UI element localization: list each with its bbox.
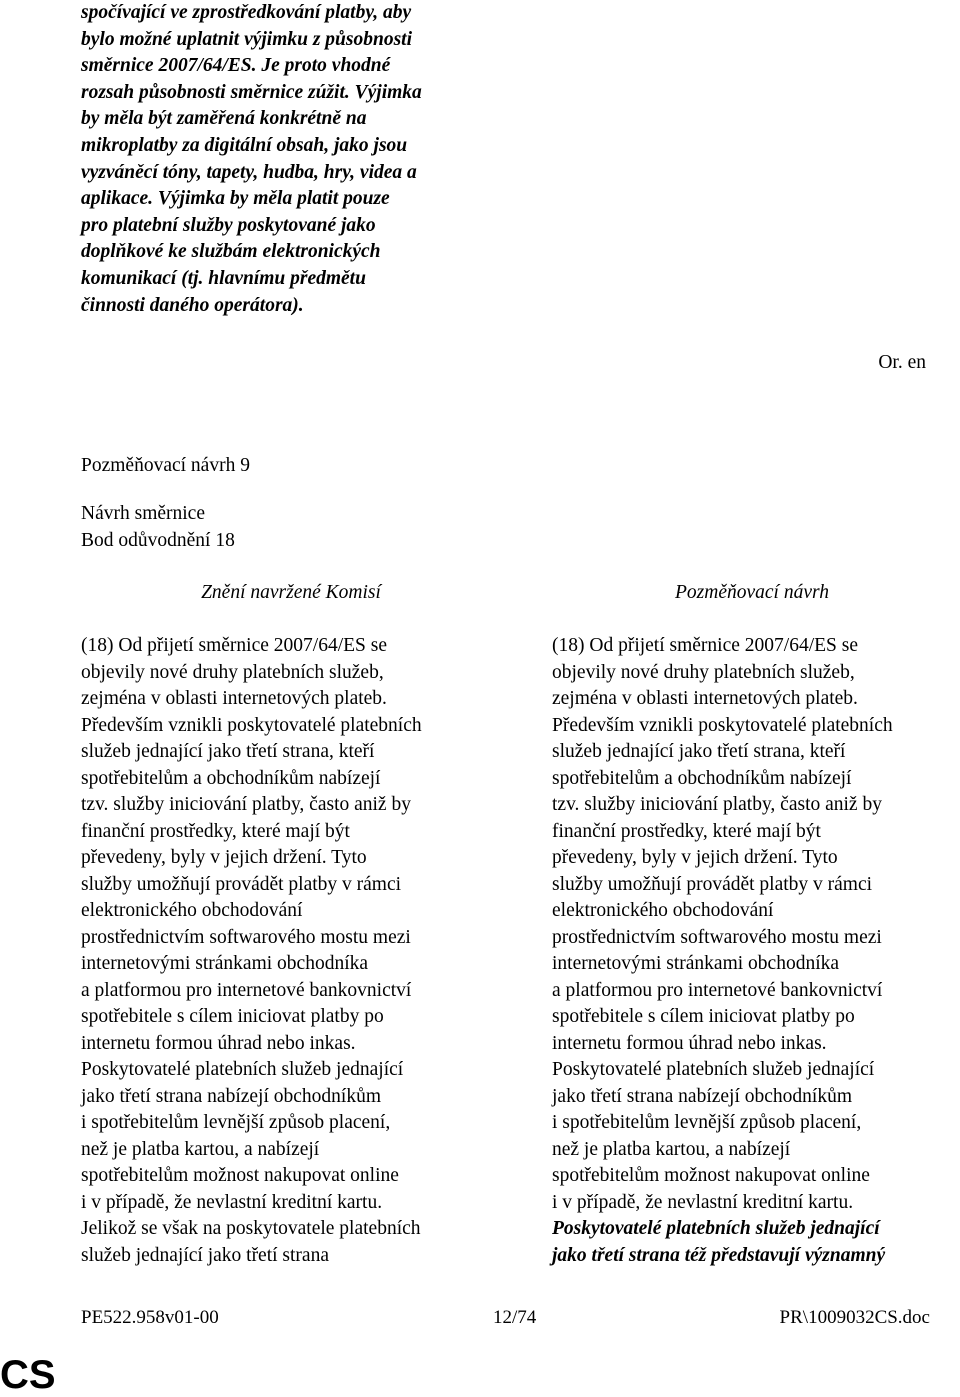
column-line: služeb jednající jako třetí strana, kteří bbox=[81, 741, 375, 762]
column-line: i spotřebitelům levnější způsob placení, bbox=[81, 1112, 391, 1133]
column-line: služeb jednající jako třetí strana, kteří bbox=[552, 741, 846, 762]
column-line: internetovými stránkami obchodníka bbox=[552, 953, 840, 974]
paragraph-line: komunikací (tj. hlavnímu předmětu bbox=[81, 267, 366, 289]
footer-page-number: 12/74 bbox=[493, 1307, 537, 1328]
paragraph-line: vyzváněcí tóny, tapety, hudba, hry, videa a bbox=[81, 161, 417, 183]
column-line: spotřebitelům a obchodníkům nabízejí bbox=[81, 767, 381, 789]
column-line: spotřebitele s cílem iniciovat platby po bbox=[552, 1006, 855, 1027]
language-code: CS bbox=[0, 1353, 56, 1397]
column-line: finanční prostředky, které mají být bbox=[81, 820, 350, 842]
column-line: než je platba kartou, a nabízejí bbox=[81, 1138, 320, 1160]
column-line: i spotřebitelům levnější způsob placení, bbox=[552, 1112, 862, 1133]
paragraph-line: by měla být zaměřená konkrétně na bbox=[81, 108, 367, 130]
amendment-column-header: Pozměňovací návrh bbox=[675, 582, 829, 603]
column-line: spotřebitelům a obchodníkům nabízejí bbox=[552, 767, 852, 789]
recital-heading: Bod odůvodnění 18 bbox=[81, 530, 235, 551]
column-line: internetu formou úhrad nebo inkas. bbox=[552, 1032, 827, 1054]
paragraph-line: bylo možné uplatnit výjimku z působnosti bbox=[81, 28, 413, 50]
column-line: elektronického obchodování bbox=[552, 900, 774, 921]
column-line: internetu formou úhrad nebo inkas. bbox=[81, 1032, 356, 1054]
column-line: prostřednictvím softwarového mostu mezi bbox=[552, 926, 882, 948]
column-line: zejména v oblasti internetových plateb. bbox=[552, 688, 858, 709]
column-line: Jelikož se však na poskytovatele platebních bbox=[81, 1218, 421, 1239]
column-line: objevily nové druhy platebních služeb, bbox=[81, 661, 384, 683]
paragraph-line: činnosti daného operátora). bbox=[81, 294, 304, 316]
column-line: a platformou pro internetové bankovnictví bbox=[81, 979, 412, 1001]
column-line: zejména v oblasti internetových plateb. bbox=[81, 688, 387, 709]
column-line: i v případě, že nevlastní kreditní kartu. bbox=[552, 1191, 854, 1213]
original-language-label: Or. en bbox=[878, 352, 926, 373]
column-line: finanční prostředky, které mají být bbox=[552, 820, 821, 842]
column-line: i v případě, že nevlastní kreditní kartu. bbox=[81, 1191, 383, 1213]
paragraph-line: pro platební služby poskytované jako bbox=[81, 214, 376, 236]
column-line: jako třetí strana nabízejí obchodníkům bbox=[552, 1085, 852, 1107]
footer-reference: PE522.958v01-00 bbox=[81, 1307, 219, 1328]
column-line: služeb jednající jako třetí strana bbox=[81, 1244, 329, 1266]
paragraph-line: mikroplatby za digitální obsah, jako jsou bbox=[81, 134, 408, 156]
amendment-emphasis-line: jako třetí strana též představují významný bbox=[552, 1244, 886, 1266]
column-line: převedeny, byly v jejich držení. Tyto bbox=[81, 847, 367, 868]
paragraph-line: spočívající ve zprostředkování platby, aby bbox=[81, 2, 412, 23]
amendment-text-column bbox=[552, 633, 960, 1269]
commission-text-column bbox=[81, 633, 501, 1269]
column-line: Především vznikli poskytovatelé platebních bbox=[552, 714, 893, 736]
column-line: služby umožňují provádět platby v rámci bbox=[81, 873, 402, 895]
proposal-heading: Návrh směrnice bbox=[81, 503, 205, 524]
column-line: spotřebitelům možnost nakupovat online bbox=[552, 1165, 870, 1186]
column-line: (18) Od přijetí směrnice 2007/64/ES se bbox=[552, 635, 858, 656]
column-line: objevily nové druhy platebních služeb, bbox=[552, 661, 855, 683]
column-line: prostřednictvím softwarového mostu mezi bbox=[81, 926, 411, 948]
column-line: elektronického obchodování bbox=[81, 900, 303, 921]
column-line: spotřebitele s cílem iniciovat platby po bbox=[81, 1006, 384, 1027]
column-line: internetovými stránkami obchodníka bbox=[81, 953, 369, 974]
column-line: (18) Od přijetí směrnice 2007/64/ES se bbox=[81, 635, 387, 656]
column-line: převedeny, byly v jejich držení. Tyto bbox=[552, 847, 838, 868]
column-line: spotřebitelům možnost nakupovat online bbox=[81, 1165, 399, 1186]
top-paragraph bbox=[81, 0, 501, 319]
column-line: a platformou pro internetové bankovnictví bbox=[552, 979, 883, 1001]
paragraph-line: směrnice 2007/64/ES. Je proto vhodné bbox=[81, 55, 391, 77]
footer-document-name: PR\1009032CS.doc bbox=[779, 1307, 930, 1328]
paragraph-line: doplňkové ke službám elektronických bbox=[81, 241, 381, 263]
paragraph-line: aplikace. Výjimka by měla platit pouze bbox=[81, 188, 390, 210]
paragraph-line: rozsah působnosti směrnice zúžit. Výjimka bbox=[81, 81, 422, 103]
column-line: služby umožňují provádět platby v rámci bbox=[552, 873, 873, 895]
amendment-heading: Pozměňovací návrh 9 bbox=[81, 455, 250, 476]
column-line: tzv. služby iniciování platby, často aniž by bbox=[81, 794, 411, 815]
column-line: jako třetí strana nabízejí obchodníkům bbox=[81, 1085, 381, 1107]
column-line: tzv. služby iniciování platby, často aniž by bbox=[552, 794, 882, 815]
column-line: Poskytovatelé platebních služeb jednající bbox=[552, 1059, 875, 1080]
column-line: než je platba kartou, a nabízejí bbox=[552, 1138, 791, 1160]
amendment-emphasis-line: Poskytovatelé platebních služeb jednající bbox=[552, 1218, 880, 1239]
column-line: Především vznikli poskytovatelé platebních bbox=[81, 714, 422, 736]
commission-text-header: Znění navržené Komisí bbox=[201, 582, 381, 603]
column-line: Poskytovatelé platebních služeb jednající bbox=[81, 1059, 404, 1080]
